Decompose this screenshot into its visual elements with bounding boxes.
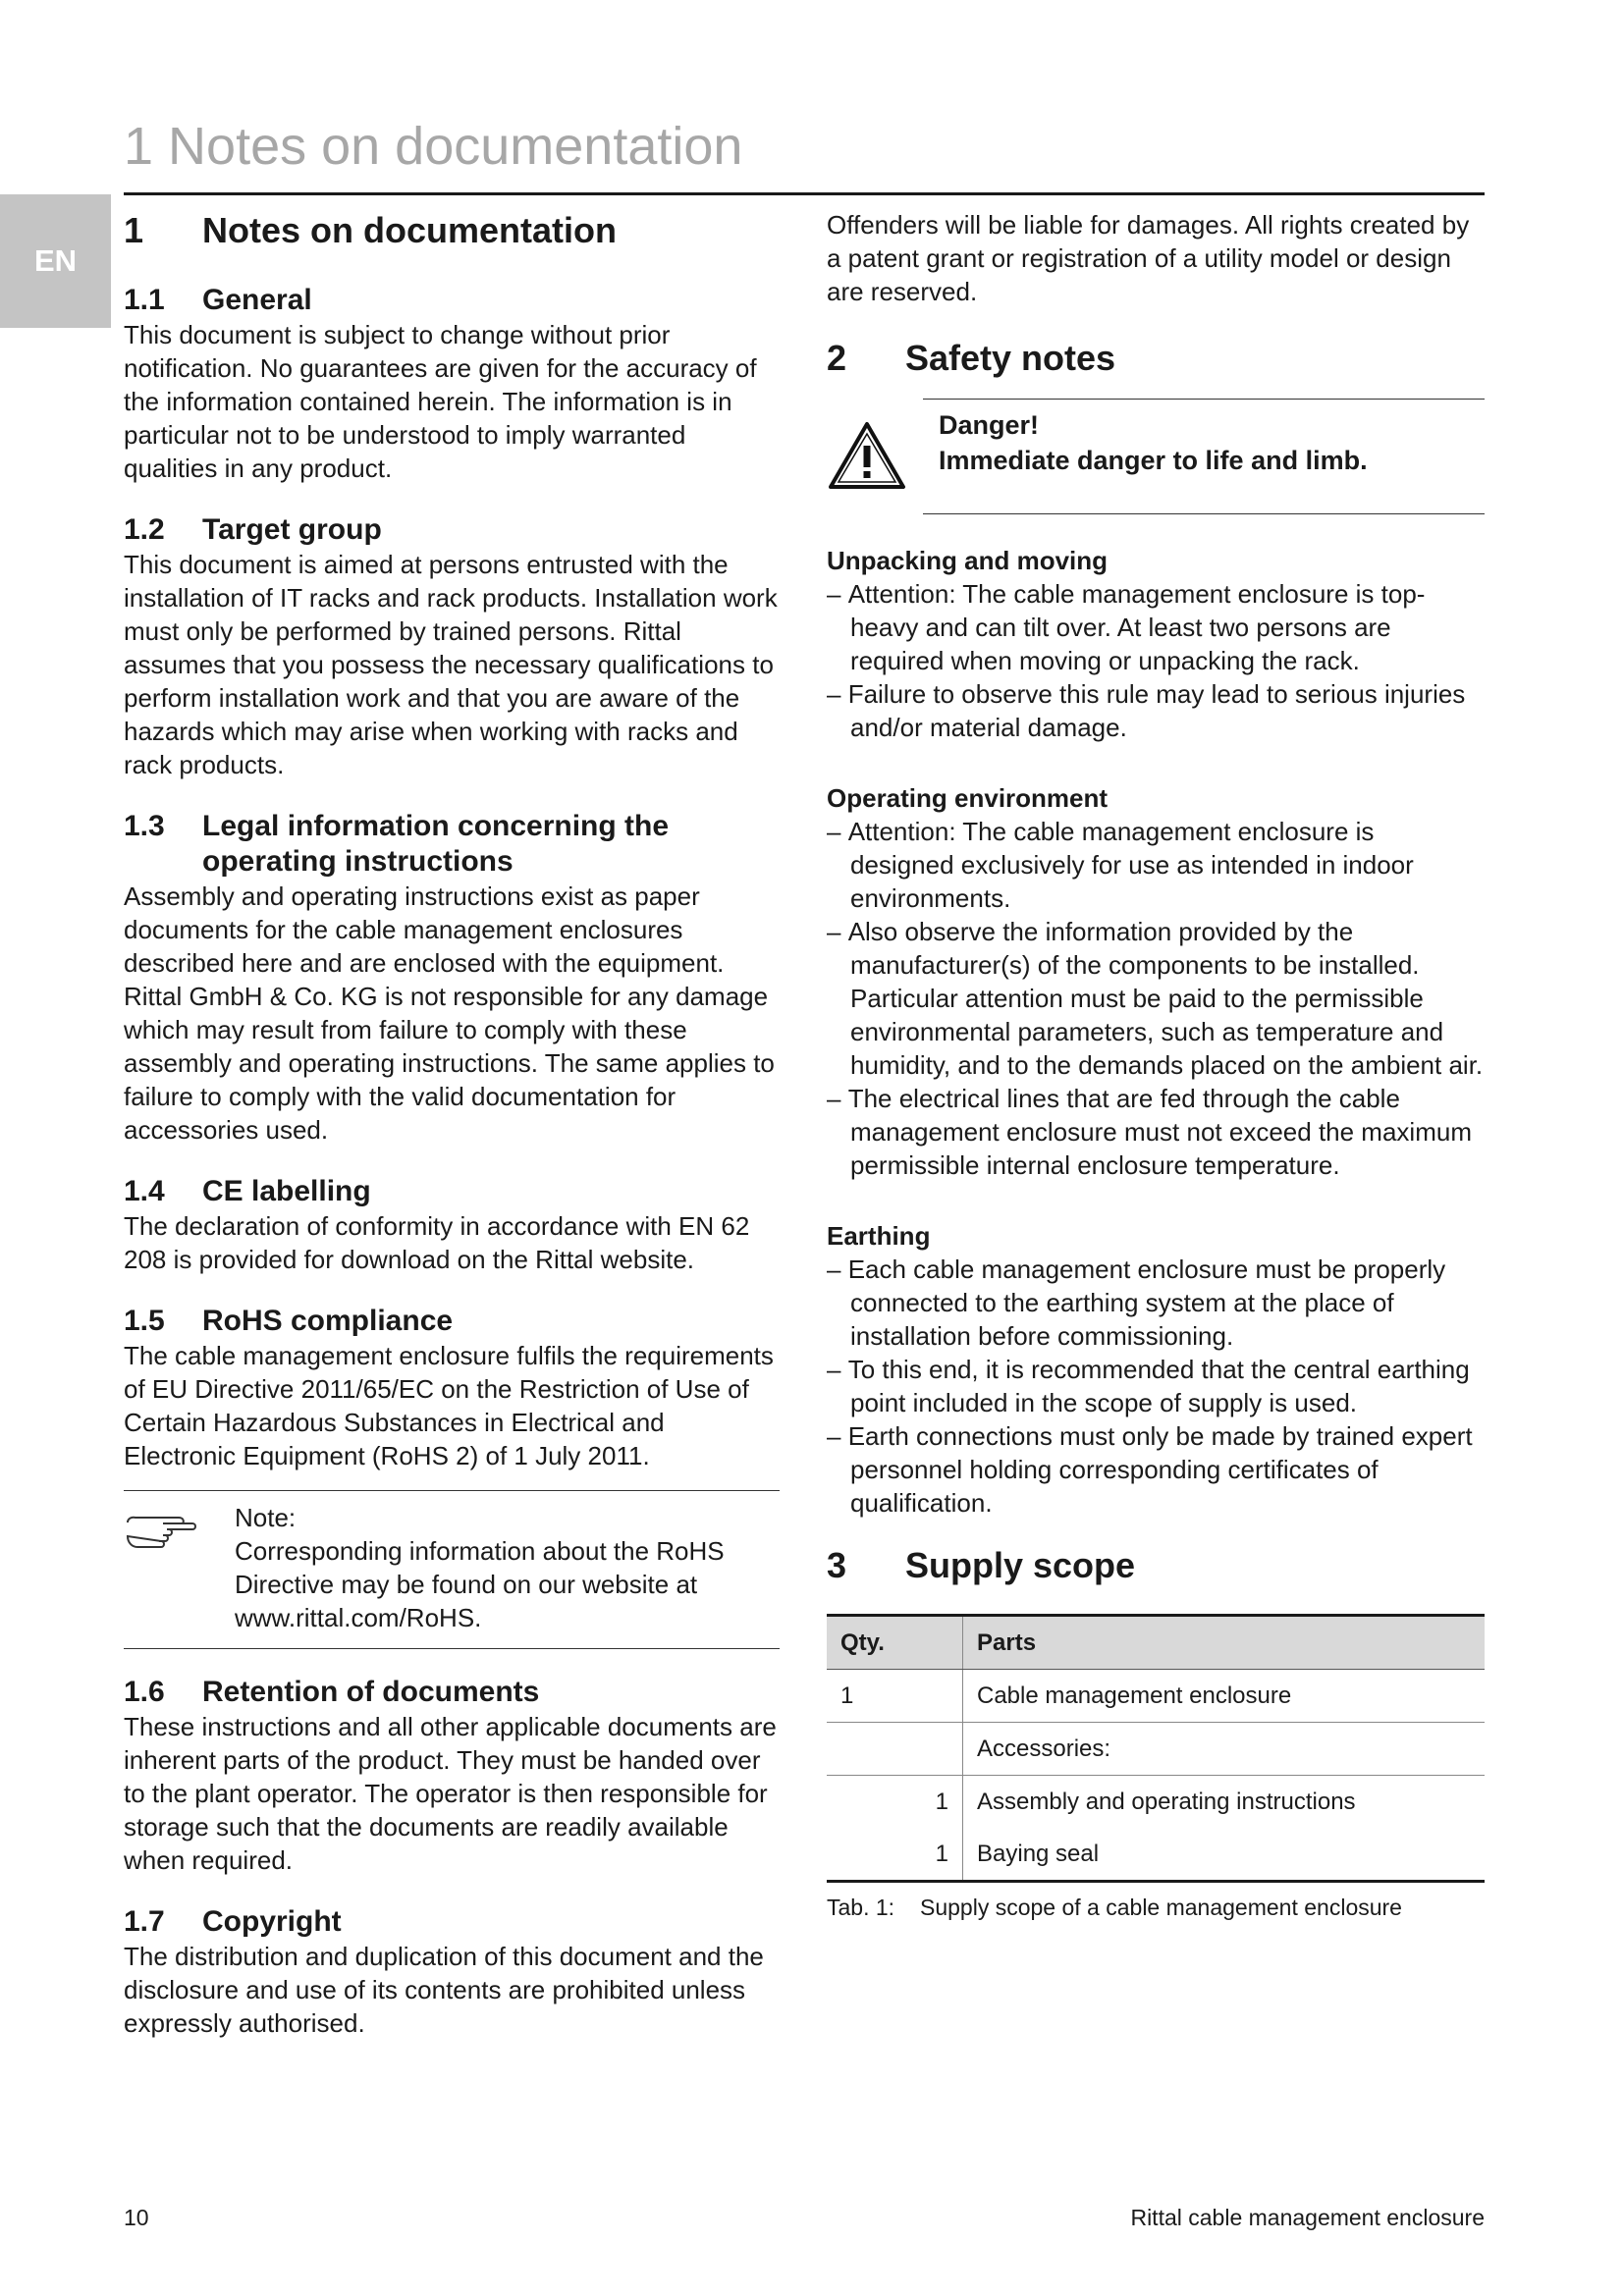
list-item: – Also observe the information provided by the manufacturer(s) of the components to be installed. Particular attention must be paid to the permissible environmental parameters, such as temperature and humidity, and to the demands placed on the ambient air.: [827, 915, 1485, 1082]
section-title: Copyright: [202, 1905, 342, 1938]
warning-triangle-icon: [827, 399, 923, 514]
chapter-2-heading: [827, 338, 1485, 379]
chapter-number: 3: [827, 1545, 847, 1585]
table-cell-part: Baying seal: [963, 1828, 1486, 1882]
section-1-3-text: Assembly and operating instructions exist as paper documents for the cable management enclosures described here and are enclosed with the equipment. Rittal GmbH & Co. KG is not responsible for any damage which may result from failure to comply with these assembly and operating instructions. The same applies to failure to comply with the valid documentation for accessories used.: [124, 881, 775, 1145]
section-number: 1.5: [124, 1305, 165, 1337]
section-1-2-text: This document is aimed at persons entrusted with the installation of IT racks and rack products. Installation work must only be performed by trained persons. Rittal assumes that you possess the necessary qualifications to perform installation work and that you are aware of the hazards which may arise when working with racks and rack products.: [124, 550, 778, 779]
table-row: [827, 1670, 1485, 1723]
environment-list: [827, 815, 1485, 1182]
section-1-7-text: The distribution and duplication of this document and the disclosure and use of its contents are prohibited unless expressly authorised.: [124, 1942, 764, 2038]
section-1-3-heading: [124, 809, 780, 880]
danger-notice: [827, 399, 1485, 514]
list-item: – Attention: The cable management enclosure is top-heavy and can tilt over. At least two persons are required when moving or unpacking the rack.: [827, 577, 1485, 677]
caption-text: Supply scope of a cable management enclosure: [920, 1895, 1402, 1920]
page-header-title: 1 Notes on documentation: [124, 117, 743, 176]
note-text: Corresponding information about the RoHS Directive may be found on our website at www.rittal.com/RoHS.: [235, 1536, 725, 1632]
table-row: [827, 1723, 1485, 1776]
table-cell-qty: 1: [827, 1776, 963, 1829]
environment-heading: Operating environment: [827, 783, 1109, 813]
chapter-3-heading: [827, 1545, 1485, 1586]
chapter-title: Notes on documentation: [202, 210, 617, 250]
section-number: 1.3: [124, 810, 165, 842]
chapter-number: 1: [124, 210, 144, 250]
table-row: [827, 1828, 1485, 1882]
section-number: 1.6: [124, 1676, 165, 1708]
left-column: [124, 194, 780, 2040]
danger-text: Immediate danger to life and limb.: [939, 446, 1368, 475]
chapter-title: Safety notes: [905, 338, 1116, 378]
page-number: 10: [124, 2205, 149, 2230]
list-item: – The electrical lines that are fed through the cable management enclosure must not exceed the maximum permissible internal enclosure temperature.: [827, 1082, 1485, 1182]
section-1-5-text: The cable management enclosure fulfils the requirements of EU Directive 2011/65/EC on the Restriction of Use of Certain Hazardous Substances in Electrical and Electronic Equipment (RoHS 2) of 1 July 2011.: [124, 1341, 774, 1470]
section-number: 1.2: [124, 513, 165, 546]
note-label: Note:: [235, 1503, 297, 1532]
section-title: RoHS compliance: [202, 1305, 454, 1337]
section-1-6-heading: [124, 1675, 780, 1710]
table-caption: [827, 1895, 1485, 1921]
section-1-4-heading: [124, 1174, 780, 1209]
section-title: Retention of documents: [202, 1676, 540, 1708]
earthing-list: [827, 1253, 1485, 1520]
chapter-number: 2: [827, 338, 847, 378]
section-1-7-heading: [124, 1904, 780, 1940]
section-1-6-text: These instructions and all other applicable documents are inherent parts of the product. They must be handed over to the plant operator. The operator is then responsible for storage such that the documents are readily available when required.: [124, 1712, 777, 1875]
unpacking-list: [827, 577, 1485, 744]
unpacking-heading: Unpacking and moving: [827, 546, 1109, 575]
table-header-qty: Qty.: [827, 1616, 963, 1670]
section-number: 1.1: [124, 284, 165, 316]
caption-label: Tab. 1:: [827, 1895, 895, 1920]
table-header-row: [827, 1616, 1485, 1670]
right-column: [827, 194, 1485, 1921]
chapter-1-heading: [124, 210, 780, 251]
table-cell-part: Assembly and operating instructions: [977, 1788, 1356, 1815]
table-cell-qty: [827, 1723, 963, 1776]
table-cell-qty: 1: [827, 1670, 963, 1723]
section-number: 1.4: [124, 1175, 165, 1207]
language-tab[interactable]: EN: [0, 194, 111, 328]
note-box: [124, 1490, 780, 1649]
list-item: – Each cable management enclosure must be properly connected to the earthing system at the place of installation before commissioning.: [827, 1253, 1485, 1353]
section-title: General: [202, 284, 312, 316]
section-title: Legal information concerning the operating instructions: [202, 810, 670, 878]
earthing-heading: Earthing: [827, 1221, 931, 1251]
list-item: – Failure to observe this rule may lead to serious injuries and/or material damage.: [827, 677, 1485, 744]
danger-label: Danger!: [939, 410, 1040, 440]
list-item: – To this end, it is recommended that the central earthing point included in the scope of supply is used.: [827, 1353, 1485, 1419]
supply-scope-table: [827, 1614, 1485, 1883]
section-1-2-heading: [124, 512, 780, 548]
copyright-continuation: Offenders will be liable for damages. All rights created by a patent grant or registration of a utility model or design are reserved.: [827, 210, 1470, 306]
list-item: – Earth connections must only be made by trained expert personnel holding corresponding certificates of qualification.: [827, 1419, 1485, 1520]
list-item: – Attention: The cable management enclosure is designed exclusively for use as intended in indoor environments.: [827, 815, 1485, 915]
section-1-1-heading: [124, 283, 780, 318]
table-header-parts: Parts: [963, 1616, 1486, 1670]
section-title: CE labelling: [202, 1175, 371, 1207]
table-row: [827, 1776, 1485, 1829]
table-cell-qty: 1: [827, 1828, 963, 1882]
footer-product: Rittal cable management enclosure: [1130, 2205, 1485, 2230]
table-cell-part: Accessories:: [963, 1723, 1486, 1776]
table-cell-part: Cable management enclosure: [963, 1670, 1486, 1723]
section-1-5-heading: [124, 1304, 780, 1339]
section-1-4-text: The declaration of conformity in accordance with EN 62 208 is provided for download on the Rittal website.: [124, 1211, 750, 1274]
pointing-hand-icon: [124, 1491, 235, 1648]
section-number: 1.7: [124, 1905, 165, 1938]
section-1-1-text: This document is subject to change without prior notification. No guarantees are given for the accuracy of the information contained herein. The information is in particular not to be understood to imply warranted qualities in any product.: [124, 320, 757, 483]
chapter-title: Supply scope: [905, 1545, 1136, 1585]
section-title: Target group: [202, 513, 382, 546]
